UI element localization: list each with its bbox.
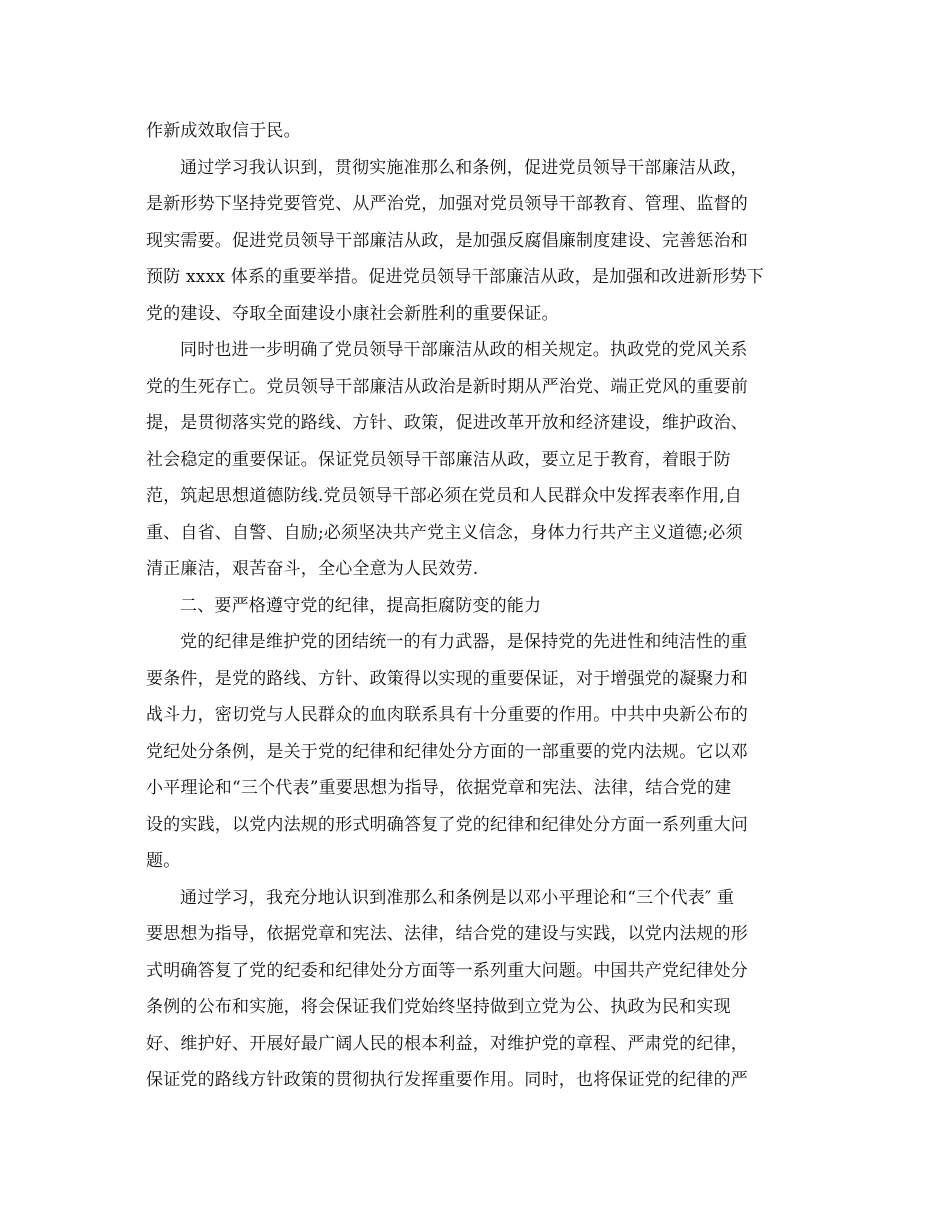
text-line: 小平理论和“三个代表”重要思想为指导，依据党章和宪法、法律，结合党的建	[146, 778, 732, 798]
text-line: 党的建设、夺取全面建设小康社会新胜利的重要保证。	[146, 303, 559, 324]
text-line: 作新成效取信于民。	[146, 121, 301, 141]
text-line: 预防 xxxx 体系的重要举措。促进党员领导干部廉洁从政，是加强和改进新形势下	[146, 267, 764, 287]
text-line: 党纪处分条例，是关于党的纪律和纪律处分方面的一部重要的党内法规。它以邓	[146, 741, 748, 762]
text-line: 党的生死存亡。党员领导干部廉洁从政治是新时期从严治党、端正党风的重要前	[146, 376, 748, 397]
text-line: 通过学习，我充分地认识到准那么和条例是以邓小平理论和“三个代表″ 重	[180, 887, 735, 908]
text-line: 社会稳定的重要保证。保证党员领导干部廉洁从政，要立足于教育，着眼于防	[146, 449, 731, 470]
text-line: 通过学习我认识到，贯彻实施准那么和条例，促进党员领导干部廉洁从政，	[180, 157, 748, 178]
text-line: 战斗力，密切党与人民群众的血肉联系具有十分重要的作用。中共中央新公布的	[146, 705, 748, 725]
text-line: 要条件，是党的路线、方针、政策得以实现的重要保证，对于增强党的凝聚力和	[146, 668, 748, 689]
text-line: 提，是贯彻落实党的路线、方针、政策，促进改革开放和经济建设，维护政治、	[146, 413, 748, 433]
text-line: 范，筑起思想道德防线.党员领导干部必须在党员和人民群众中发挥表率作用,自	[146, 486, 743, 506]
text-line: 好、维护好、开展好最广阔人民的根本利益，对维护党的章程、严肃党的纪律，	[146, 1033, 748, 1054]
text-line: 是新形势下坚持党要管党、从严治党，加强对党员领导干部教育、管理、监督的	[146, 194, 748, 214]
text-line: 式明确答复了党的纪委和纪律处分方面等一系列重大问题。中国共产党纪律处分	[146, 960, 748, 981]
text-line: 要思想为指导，依据党章和宪法、法律，结合党的建设与实践，以党内法规的形	[146, 924, 748, 944]
text-line: 清正廉洁，艰苦奋斗，全心全意为人民效劳.	[146, 559, 479, 579]
text-line: 保证党的路线方针政策的贯彻执行发挥重要作用。同时，也将保证党的纪律的严	[146, 1070, 748, 1090]
text-line: 设的实践，以党内法规的形式明确答复了党的纪律和纪律处分方面一系列重大问	[146, 814, 748, 835]
text-line: 二、要严格遵守党的纪律，提高拒腐防变的能力	[180, 595, 542, 616]
text-line: 党的纪律是维护党的团结统一的有力武器，是保持党的先进性和纯洁性的重	[180, 632, 748, 652]
body-text	[146, 113, 806, 1099]
text-line: 同时也进一步明确了党员领导干部廉洁从政的相关规定。执政党的党风关系	[180, 340, 748, 360]
text-line: 重、自省、自警、自励;必须坚决共产党主义信念，身体力行共产主义道德;必须	[146, 522, 743, 543]
text-line: 现实需要。促进党员领导干部廉洁从政，是加强反腐倡廉制度建设、完善惩治和	[146, 230, 748, 251]
text-line: 条例的公布和实施，将会保证我们党始终坚持做到立党为公、执政为民和实现	[146, 997, 731, 1017]
text-line: 题。	[146, 851, 181, 871]
